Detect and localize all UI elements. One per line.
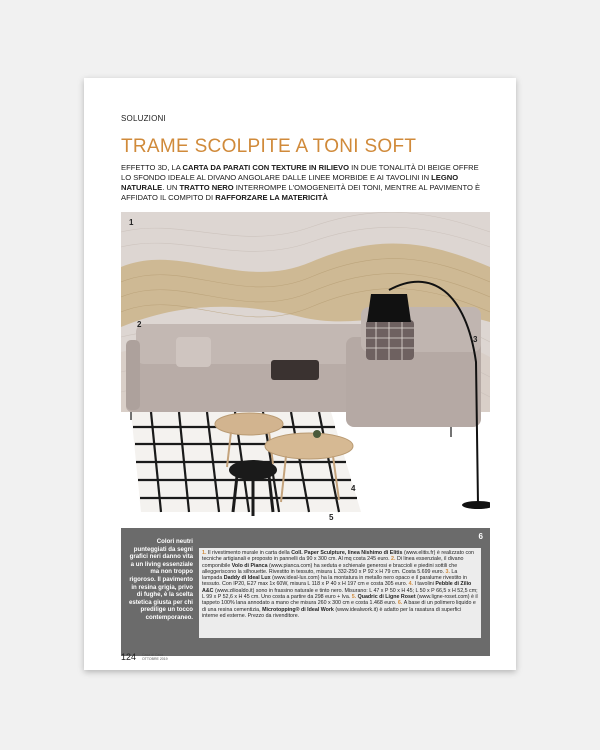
product-captions	[199, 548, 481, 621]
caption-run: Microtopping® di Ideal Work	[262, 606, 334, 613]
caption-run: (www.ideal-lux.com) ha la montatura in metallo nero opaco e il paralume rivestito in tessuto. Con IP20, E27 max 1x 60W, misura L 118 x P 40 x H 197 cm e costa 305 euro.	[202, 575, 467, 588]
magazine-page	[84, 78, 516, 670]
intro-paragraph	[121, 163, 483, 203]
caption-run: Coll. Paper Sculpture, linea Nishimo di Elitis	[291, 550, 403, 556]
photo-number-1: 1	[129, 218, 134, 227]
living-room-illustration	[121, 212, 490, 528]
caption-run: La lampada	[202, 568, 458, 582]
caption-box	[121, 528, 490, 656]
folio-date: OTTOBRE 2019	[142, 657, 168, 661]
folio-magazine-name: Casa di Casa	[142, 653, 164, 657]
photo-number-4: 4	[351, 484, 356, 493]
photo-number-6: 6	[478, 532, 483, 541]
caption-run: Il rivestimento murale in carta della	[207, 550, 292, 556]
caption-run: Volo di Pianca	[231, 562, 268, 569]
photo-number-5: 5	[329, 513, 334, 522]
caption-run: Quadric di Ligne Roset	[357, 594, 416, 601]
caption-run: (www.pianca.com) ha seduta e schienale generosi e braccioli e piedini sottili che alleggeriscono la silhouette. Rivestito in tessuto, misura L 332-250 x P 92 x H 79 cm. Costa 5.699 euro.	[202, 562, 458, 575]
caption-number: 2.	[391, 556, 397, 563]
intro-run: . UN	[162, 183, 180, 192]
section-label: SOLUZIONI	[121, 114, 166, 123]
page-number: 124	[121, 652, 137, 662]
caption-run: A base di un polimero liquido e di una resina cementizia,	[202, 600, 476, 613]
caption-number: 5.	[351, 594, 358, 601]
living-room-photo	[121, 212, 490, 528]
photo-number-2: 2	[137, 320, 142, 329]
caption-number: 1.	[202, 550, 208, 556]
caption-run: Daddy di Ideal Lux	[223, 575, 271, 582]
caption-number: 3.	[445, 568, 452, 575]
caption-run: Pebble di Zilio A&C	[202, 581, 472, 594]
caption-run: (www.idealwork.it) è adatto per la rasatura di superfici interne ed esterne. Prezzo da rivenditore.	[202, 606, 462, 619]
intro-run: CARTA DA PARATI CON TEXTURE IN RILIEVO	[182, 163, 349, 172]
caption-run: Di linea essenziale, il divano componibile	[202, 556, 464, 569]
intro-run: INTERROMPE L'OMOGENEITÀ DEI TONI, MENTRE AL PAVIMENTO È AFFIDATO IL COMPITO DI	[121, 183, 481, 202]
caption-run: (www.elitis.fr) è realizzato con tecniche artigianali e proposto in pannelli da 90 x 300 cm. Al mq costa 245 euro.	[202, 550, 474, 563]
intro-run: EFFETTO 3D, LA	[121, 163, 183, 172]
intro-run: IN DUE TONALITÀ DI BEIGE OFFRE LO SFONDO IDEALE AL DIVANO ANGOLARE DALLE LINEE MORBIDE E AI TAVOLINI IN	[121, 163, 479, 182]
caption-number: 4.	[408, 581, 415, 588]
caption-run: (www.ligne-roset.com) è il tappeto 100% lana annodato a mano che misura 260 x 300 cm e costa 1.468 euro.	[202, 594, 478, 607]
intro-run: TRATTO NERO	[179, 183, 234, 192]
caption-number: 6.	[397, 600, 404, 607]
photo-number-3: 3	[473, 335, 478, 344]
caption-run: (www.zilioaldo.it) sono in frassino naturale e tinto nero. Misurano: L 47 x P 50 x H 45; L 50 x P 66,5 x H 52,5 cm; L 99 x P 52,6 x H 45 cm. Uno costa a partire da 298 euro + Iva.	[202, 587, 478, 601]
sidebar-text: Colori neutri punteggiati da segni grafici neri danno vita a un living essenziale ma non troppo rigoroso. Il pavimento in resina grigia, privo di fughe, è la scelta estetica giusta per chi predilige un tocco contemporaneo.	[128, 538, 193, 621]
folio-magazine	[142, 653, 168, 661]
intro-run: RAFFORZARE LA MATERICITÀ	[215, 193, 328, 202]
article-title: TRAME SCOLPITE A TONI SOFT	[121, 136, 417, 157]
intro-run: LEGNO NATURALE	[121, 173, 459, 192]
caption-run: I tavolini	[414, 581, 436, 588]
caption-body	[199, 548, 481, 638]
